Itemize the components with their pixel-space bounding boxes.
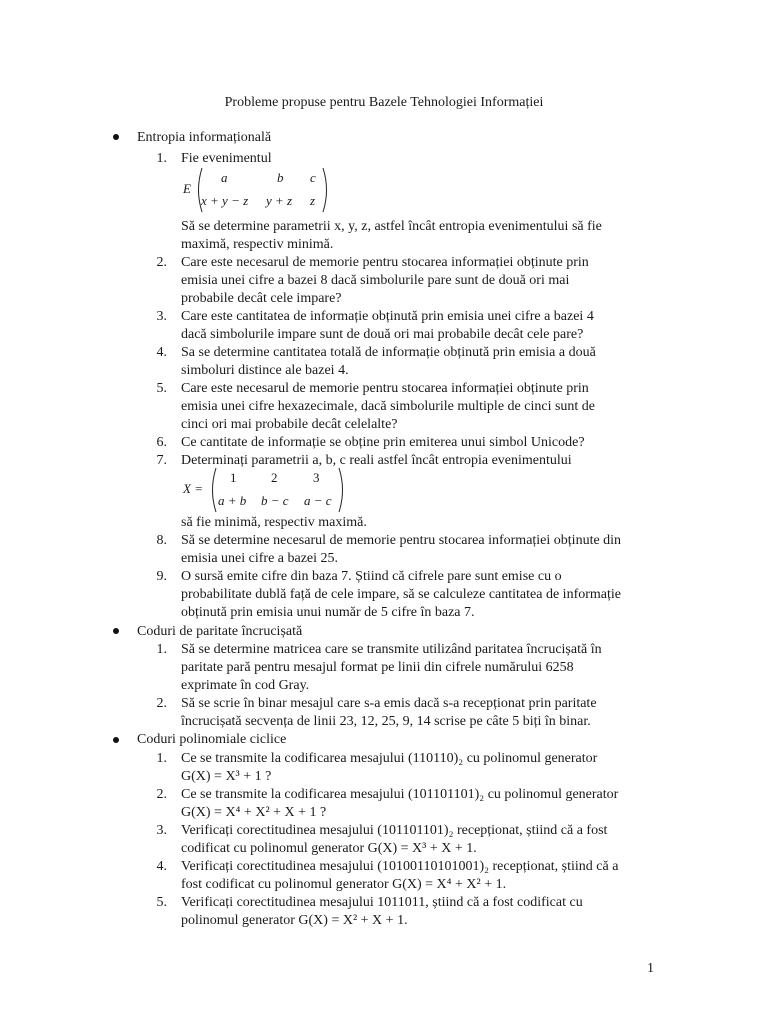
matrix-cell: 3 <box>313 470 320 485</box>
matrix-cell: 2 <box>271 470 278 485</box>
item-number: 8. <box>156 533 167 548</box>
item-number: 3. <box>156 823 167 838</box>
item-number: 1. <box>156 751 167 766</box>
left-paren <box>208 467 218 513</box>
item-line: obținută prin emisia unui număr de 5 cifre în baza 7. <box>181 605 475 620</box>
item-line: Fie evenimentul <box>181 151 272 166</box>
matrix-cell: c <box>310 170 316 185</box>
matrix-cell: b <box>277 170 284 185</box>
section-heading: Entropia informațională <box>137 130 272 145</box>
item-line: Să se determine matricea care se transmite utilizând paritatea încrucișată în <box>181 642 602 657</box>
item-line: Determinați parametrii a, b, c reali astfel încât entropia evenimentului <box>181 453 572 468</box>
matrix-cell: 1 <box>230 470 237 485</box>
item-number: 2. <box>156 696 167 711</box>
item-line: Verificați corectitudinea mesajului (101101101)₂ recepționat, știind că a fost <box>181 823 608 838</box>
item-line: Care este necesarul de memorie pentru stocarea informației obținute prin <box>181 255 589 270</box>
matrix-cell: a − c <box>304 493 332 508</box>
item-line: să fie minimă, respectiv maximă. <box>181 515 367 530</box>
item-line: simboluri distince ale bazei 4. <box>181 363 349 378</box>
item-line: Să se scrie în binar mesajul care s-a emis dacă s-a recepționat prin paritate <box>181 696 597 711</box>
item-line: probabilitate dublă față de cele impare, să se calculeze cantitatea de informație <box>181 587 621 602</box>
item-line: Ce se transmite la codificarea mesajului (101101101)₂ cu polinomul generator <box>181 787 619 802</box>
item-line: G(X) = X³ + 1 ? <box>181 769 272 784</box>
bullet <box>113 134 119 140</box>
item-number: 2. <box>156 255 167 270</box>
matrix-label: E <box>183 181 191 196</box>
item-line: Verificați corectitudinea mesajului (10100110101001)₂ recepționat, știind că a <box>181 859 619 874</box>
matrix-cell: a + b <box>218 493 247 508</box>
item-number: 3. <box>156 309 167 324</box>
item-line: emisia unei cifre hexazecimale, dacă simbolurile multiple de cinci sunt de <box>181 399 596 414</box>
matrix-event-x <box>183 465 353 515</box>
item-line: codificat cu polinomul generator G(X) = X³ + X + 1. <box>181 841 477 856</box>
item-line: paritate pară pentru mesajul format pe linii din cifrele numărului 6258 <box>181 660 574 675</box>
item-line: fost codificat cu polinomul generator G(X) = X⁴ + X² + 1. <box>181 877 507 892</box>
matrix-cell: y + z <box>266 193 293 208</box>
right-paren <box>337 467 347 513</box>
item-number: 1. <box>156 151 167 166</box>
matrix-event-e <box>183 165 333 215</box>
item-number: 4. <box>156 859 167 874</box>
item-line: exprimate în cod Gray. <box>181 678 310 693</box>
bullet <box>113 628 119 634</box>
item-line: emisia unei cifre a bazei 25. <box>181 551 339 566</box>
matrix-label: X = <box>183 481 203 496</box>
item-line: dacă simbolurile impare sunt de două ori mai probabile decât cele pare? <box>181 327 584 342</box>
item-line: Verificați corectitudinea mesajului 1011011, știind că a fost codificat cu <box>181 895 583 910</box>
item-line: maximă, respectiv minimă. <box>181 237 334 252</box>
item-line: Să se determine parametrii x, y, z, astfel încât entropia evenimentului să fie <box>181 219 602 234</box>
item-number: 2. <box>156 787 167 802</box>
item-line: Să se determine necesarul de memorie pentru stocarea informației obținute din <box>181 533 622 548</box>
section-heading: Coduri de paritate încrucișată <box>137 624 303 639</box>
page-title: Probleme propuse pentru Bazele Tehnologiei Informației <box>224 95 544 110</box>
item-number: 1. <box>156 642 167 657</box>
item-line: polinomul generator G(X) = X² + X + 1. <box>181 913 408 928</box>
item-line: probabile decât cele impare? <box>181 291 342 306</box>
right-paren <box>321 167 331 213</box>
matrix-cell: x + y − z <box>201 193 249 208</box>
item-number: 4. <box>156 345 167 360</box>
section-heading: Coduri polinomiale ciclice <box>137 732 287 747</box>
item-line: Care este necesarul de memorie pentru stocarea informației obținute prin <box>181 381 589 396</box>
matrix-cell: a <box>221 170 228 185</box>
matrix-cell: b − c <box>261 493 289 508</box>
item-number: 9. <box>156 569 167 584</box>
item-line: Care este cantitatea de informație obținută prin emisia unei cifre a bazei 4 <box>181 309 594 324</box>
item-line: încrucișată secvența de linii 23, 12, 25, 9, 14 scrise pe câte 5 biți în binar. <box>181 714 591 729</box>
item-line: Ce se transmite la codificarea mesajului (110110)₂ cu polinomul generator <box>181 751 598 766</box>
matrix-cell: z <box>310 193 316 208</box>
item-line: cinci ori mai probabile decât celelalte? <box>181 417 398 432</box>
item-line: emisia unei cifre a bazei 8 dacă simbolurile pare sunt de două ori mai <box>181 273 570 288</box>
item-line: O sursă emite cifre din baza 7. Știind că cifrele pare sunt emise cu o <box>181 569 562 584</box>
item-line: Sa se determine cantitatea totală de informație obținută prin emisia a două <box>181 345 596 360</box>
page-number: 1 <box>647 961 654 976</box>
item-number: 5. <box>156 895 167 910</box>
item-number: 7. <box>156 453 167 468</box>
bullet <box>113 737 119 743</box>
item-line: G(X) = X⁴ + X² + X + 1 ? <box>181 805 327 820</box>
item-number: 5. <box>156 381 167 396</box>
item-number: 6. <box>156 435 167 450</box>
item-line: Ce cantitate de informație se obține prin emiterea unui simbol Unicode? <box>181 435 585 450</box>
